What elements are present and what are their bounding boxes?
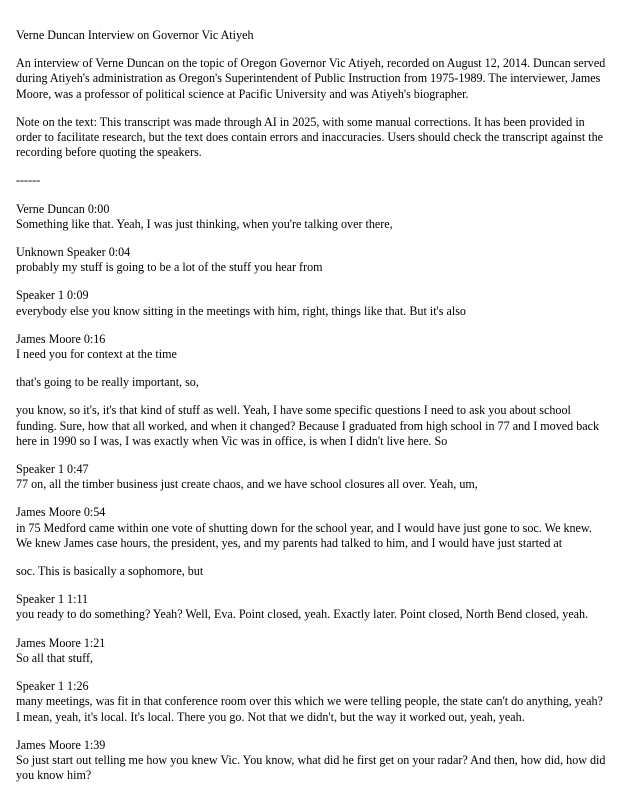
speaker-timestamp: Unknown Speaker 0:04 <box>16 245 131 260</box>
utterance-text: So just start out telling me how you knew Vic. You know, what did he first get on your radar? And then, how did, how did you know him? <box>16 752 606 783</box>
transcript-note: Note on the text: This transcript was made through AI in 2025, with some manual corrections. It has been provided in order to facilitate research, but the text does contain errors and inaccuracies. Users should check the transcript against the recording before quoting the speakers. <box>16 114 603 160</box>
transcript-entry <box>16 288 606 318</box>
transcript-entry <box>16 564 606 579</box>
document-title: Verne Duncan Interview on Governor Vic Atiyeh <box>16 28 254 42</box>
speaker-timestamp: James Moore 0:16 <box>16 331 106 346</box>
transcript-entry <box>16 505 606 551</box>
transcript-entry <box>16 403 606 449</box>
transcript-entry <box>16 592 606 622</box>
speaker-timestamp: James Moore 0:54 <box>16 505 106 520</box>
utterance-text: Something like that. Yeah, I was just thinking, when you're talking over there, <box>16 216 393 231</box>
transcript-entry <box>16 679 606 725</box>
speaker-timestamp: Speaker 1 0:09 <box>16 288 89 303</box>
document-page <box>16 28 606 796</box>
utterance-text: 77 on, all the timber business just create chaos, and we have school closures all over. Yeah, um, <box>16 477 478 492</box>
speaker-timestamp: Speaker 1 1:26 <box>16 679 89 694</box>
speaker-timestamp: Speaker 1 0:47 <box>16 462 89 477</box>
transcript-entry <box>16 245 606 275</box>
utterance-text: everybody else you know sitting in the meetings with him, right, things like that. But it's also <box>16 303 466 318</box>
utterance-text: you know, so it's, it's that kind of stuff as well. Yeah, I have some specific questions I need to ask you about school funding. Sure, how that all worked, and when it changed? Because I graduated from high school in 77 and I moved back here in 1990 so I was, I was exactly when Vic was in office, is when I didn't live here. So <box>16 403 600 448</box>
transcript-entry <box>16 462 606 492</box>
utterance-text: So all that stuff, <box>16 650 94 665</box>
transcript <box>16 202 606 784</box>
separator: ------ <box>16 173 41 188</box>
utterance-text: many meetings, was fit in that conference room over this which we were telling people, the state can't do anything, yeah? I mean, yeah, it's local. It's local. There you go. Not that we didn't, but the way it worked out, yeah, yeah. <box>16 694 603 724</box>
utterance-text: probably my stuff is going to be a lot of the stuff you hear from <box>16 260 323 275</box>
transcript-entry <box>16 202 606 232</box>
speaker-timestamp: Speaker 1 1:11 <box>16 592 89 607</box>
transcript-entry <box>16 636 606 666</box>
utterance-text: that's going to be really important, so, <box>16 375 199 390</box>
transcript-entry <box>16 332 606 362</box>
transcript-entry <box>16 738 606 784</box>
speaker-timestamp: James Moore 1:39 <box>16 737 106 752</box>
speaker-timestamp: James Moore 1:21 <box>16 635 106 650</box>
utterance-text: in 75 Medford came within one vote of shutting down for the school year, and I would have just gone to soc. We knew. We knew James case hours, the president, yes, and my parents had talked to him, and I would have just started at <box>16 520 592 550</box>
utterance-text: I need you for context at the time <box>16 347 177 362</box>
intro-paragraph: An interview of Verne Duncan on the topic of Oregon Governor Vic Atiyeh, recorded on August 12, 2014. Duncan served during Atiyeh's administration as Oregon's Superintendent of Public Instruction from 1975-1989. The interviewer, James Moore, was a professor of political science at Pacific University and was Atiyeh's biographer. <box>16 56 606 101</box>
utterance-text: soc. This is basically a sophomore, but <box>16 564 204 579</box>
transcript-entry <box>16 375 606 390</box>
utterance-text: you ready to do something? Yeah? Well, Eva. Point closed, yeah. Exactly later. Point closed, North Bend closed, yeah. <box>16 607 589 622</box>
speaker-timestamp: Verne Duncan 0:00 <box>16 201 110 216</box>
